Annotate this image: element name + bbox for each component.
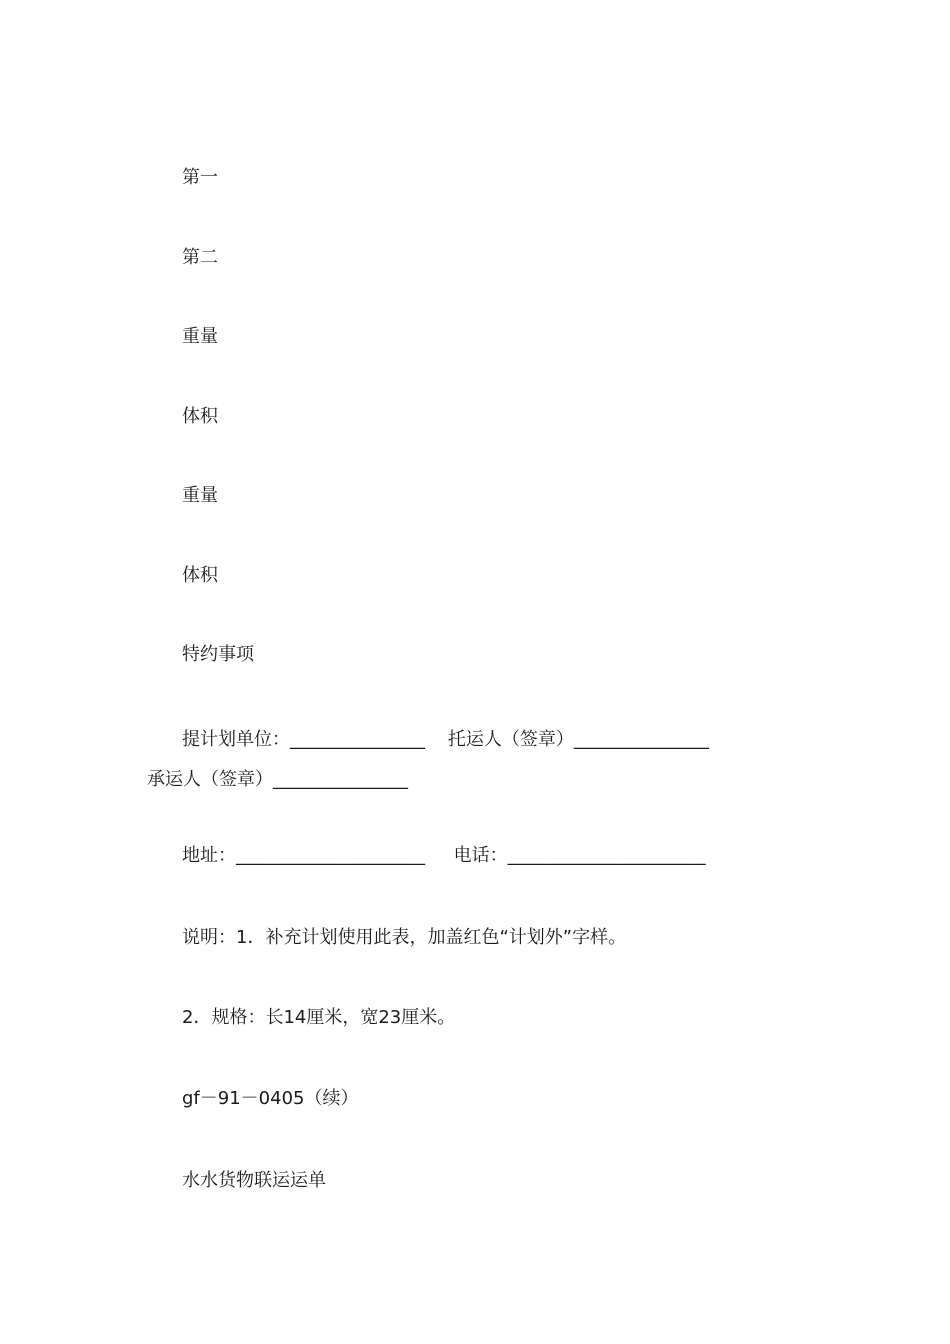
text-line-weight-2: 重量 [182,485,218,506]
text-line-weight: 重量 [182,326,218,347]
note-2: 2．规格：长14厘米，宽23厘米。 [182,1007,456,1028]
signature-block [147,720,807,800]
text-line-special-terms: 特约事项 [182,644,254,665]
form-title: 水水货物联运运单 [182,1170,326,1191]
address-field: 地址：_____________________ [182,845,425,866]
text-line-second: 第二 [182,247,218,268]
form-code: gf－91－0405（续） [182,1088,359,1109]
phone-field: 电话：______________________ [453,845,706,866]
plan-unit-field: 提计划单位：_______________ [182,729,425,750]
note-1: 说明：1．补充计划使用此表，加盖红色“计划外”字样。 [182,927,627,948]
carrier-signature-field: 承运人（签章）_______________ [147,769,408,790]
text-line-volume: 体积 [182,406,218,427]
text-line-volume-2: 体积 [182,565,218,586]
contact-line [182,844,706,868]
text-line-first: 第一 [182,167,218,188]
shipper-signature-field: 托运人（签章）_______________ [447,729,709,750]
